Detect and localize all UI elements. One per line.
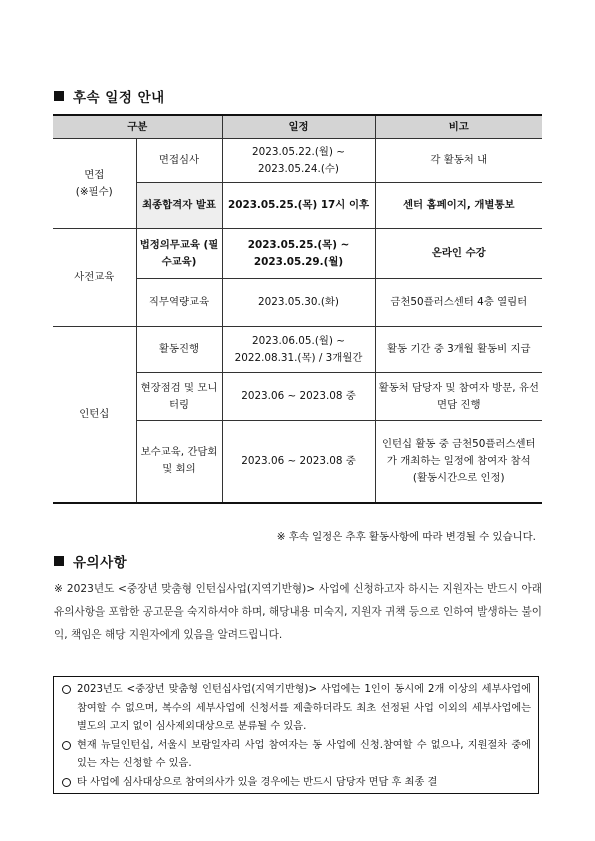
section-schedule-heading: [54, 86, 165, 106]
group-interview: [53, 139, 136, 229]
table-row: [53, 327, 542, 373]
row-date: 2023.05.25.(목) 17시 이후: [222, 183, 375, 229]
row-item: 법정의무교육 (필수교육): [136, 229, 222, 279]
header-schedule: 일정: [222, 115, 375, 139]
list-item: [61, 681, 531, 737]
list-item: [61, 774, 531, 793]
table-row: [53, 229, 542, 279]
row-item: 최종합격자 발표: [136, 183, 222, 229]
notice-paragraph: ※ 2023년도 <중장년 맞춤형 인턴십사업(지역기반형)> 사업에 신청하고자 하시는 지원자는 반드시 아래 유의사항을 포함한 공고문을 숙지하셔야 하며, 해당내용 미숙지, 지원자 귀책 등으로 인하여 발생하는 불이익, 책임은 해당 지원자에게 있음을 알려드립니다.: [54, 583, 542, 641]
schedule-change-note: ※ 후속 일정은 추후 활동사항에 따라 변경될 수 있습니다.: [276, 531, 536, 543]
black-square-icon: [54, 91, 64, 101]
row-date: 2023.05.30.(화): [222, 279, 375, 327]
row-note: 활동 기간 중 3개월 활동비 지급: [375, 327, 542, 373]
row-item: 현장점검 및 모니터링: [136, 373, 222, 421]
row-date: 2023.06.05.(월) ~ 2022.08.31.(목) / 3개월간: [222, 327, 375, 373]
row-item: 직무역량교육: [136, 279, 222, 327]
row-item: 면접심사: [136, 139, 222, 183]
group-interview-name: 면접: [84, 168, 105, 181]
row-item: 활동진행: [136, 327, 222, 373]
schedule-table: [53, 114, 542, 504]
list-item: [61, 737, 531, 774]
circle-bullet-icon: [62, 741, 71, 750]
row-note: 온라인 수강: [375, 229, 542, 279]
black-square-icon: [54, 556, 64, 566]
table-header-row: [53, 115, 542, 139]
row-note: 센터 홈페이지, 개별통보: [375, 183, 542, 229]
group-internship: 인턴십: [53, 327, 136, 503]
row-note: 인턴십 활동 중 금천50플러스센터가 개최하는 일정에 참여자 참석 (활동시간으로 인정): [375, 421, 542, 503]
circle-bullet-icon: [62, 778, 71, 787]
section-notice-title: 유의사항: [73, 555, 128, 571]
row-date: 2023.05.22.(월) ~ 2023.05.24.(수): [222, 139, 375, 183]
section-schedule-title: 후속 일정 안내: [73, 90, 165, 106]
circle-bullet-icon: [62, 685, 71, 694]
row-note: 금천50플러스센터 4층 열림터: [375, 279, 542, 327]
table-row: [53, 139, 542, 183]
group-interview-sub: (※필수): [75, 185, 113, 198]
row-date: 2023.05.25.(목) ~ 2023.05.29.(월): [222, 229, 375, 279]
header-category: 구분: [53, 115, 222, 139]
notice-item-text: 2023년도 <중장년 맞춤형 인턴십사업(지역기반형)> 사업에는 1인이 동시에 2개 이상의 세부사업에 참여할 수 없으며, 복수의 세부사업에 신청서를 제출하더라도 최초 선정된 사업 이외의 세부사업에는 별도의 고지 없이 심사제외대상으로 분류될 수 있음.: [77, 684, 531, 732]
row-note: 활동처 담당자 및 참여자 방문, 유선면담 진행: [375, 373, 542, 421]
row-item: 보수교육, 간담회 및 회의: [136, 421, 222, 503]
row-note: 각 활동처 내: [375, 139, 542, 183]
row-date: 2023.06 ~ 2023.08 중: [222, 373, 375, 421]
section-notice-heading: [54, 551, 127, 571]
row-date: 2023.06 ~ 2023.08 중: [222, 421, 375, 503]
notice-item-text: 타 사업에 심사대상으로 참여의사가 있을 경우에는 반드시 담당자 면담 후 최종 결: [77, 776, 438, 788]
notice-item-text: 현재 뉴딜인턴십, 서울시 보람일자리 사업 참여자는 동 사업에 신청.참여할 수 없으나, 지원절차 중에 있는 자는 신청할 수 있음.: [77, 739, 531, 769]
group-pre-education: 사전교육: [53, 229, 136, 327]
notice-box: [53, 676, 539, 794]
header-remarks: 비고: [375, 115, 542, 139]
